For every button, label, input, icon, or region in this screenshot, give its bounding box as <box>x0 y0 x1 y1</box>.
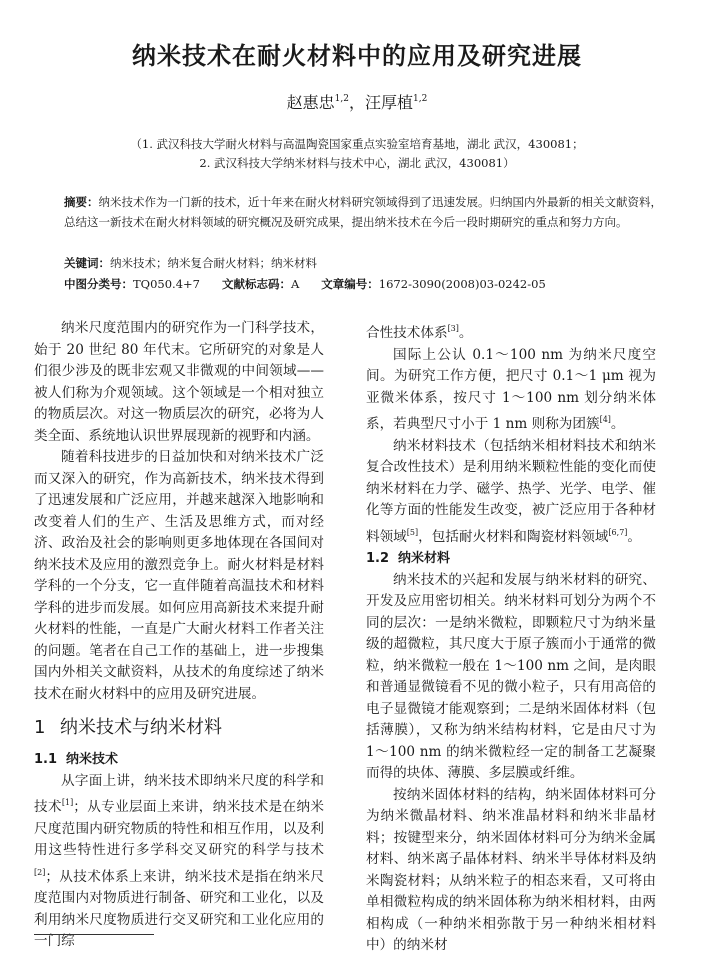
article-number-value: 1672-3090(2008)03-0242-05 <box>378 277 546 291</box>
paragraph-text: 。 <box>610 416 625 432</box>
clc-value: TQ050.4+7 <box>133 277 200 291</box>
body-paragraph <box>366 436 656 549</box>
section-title: 纳米技术与纳米材料 <box>60 717 222 738</box>
article-number-label: 文章编号： <box>321 277 379 291</box>
subsection-heading <box>366 548 656 570</box>
paragraph-text: 。 <box>458 325 473 341</box>
subsection-heading <box>34 749 324 771</box>
paragraph-text: ，包括耐火材料和陶瓷材料领域 <box>418 528 609 545</box>
abstract-label: 摘要： <box>64 195 99 209</box>
affiliation-line: （1. 武汉科技大学耐火材料与高温陶瓷国家重点实验室培育基地，湖北 武汉，430081； <box>130 137 584 151</box>
doc-code-value: A <box>290 277 300 291</box>
section-number: 1 <box>34 717 46 738</box>
abstract-text: 纳米技术作为一门新的技术，近十年来在耐火材料研究领域得到了迅速发展。归纳国内外最新的相关文献资料，总结这一新技术在耐火材料领域的研究概况及研究成果，提出纳米技术在今后一段时期研究的重点和努力方向。 <box>64 195 662 229</box>
subsection-title: 纳米材料 <box>398 551 451 566</box>
author-name: 赵惠忠 <box>286 93 335 112</box>
paper-title: 纳米技术在耐火材料中的应用及研究进展 <box>132 42 582 70</box>
abstract <box>64 192 664 232</box>
subsection-title: 纳米技术 <box>66 752 119 767</box>
left-column <box>34 318 324 953</box>
subsection-number: 1.1 <box>34 752 58 767</box>
body-paragraph: 随着科技进步的日益加快和对纳米技术广泛而又深入的研究，作为高新技术，纳米技术得到了迅速发展和广泛应用，并越来越深入地影响和改变着人们的生产、生活及思维方式，而对经济、政治及社会的影响则更多地体现在各国间对纳米技术及应用的激烈竞争上。耐火材料是材料学科的一个分支，它一直伴随着高温技术和材料学科的进步而发展。如何应用高新技术来提升耐火材料的性能，一直是广大耐火材料工作者关注的问题。笔者在自己工作的基础上，进一步搜集国内外相关文献资料，从技术的角度综述了纳米技术在耐火材料中的应用及研究进展。 <box>34 449 324 702</box>
footnote-rule <box>34 934 154 935</box>
paragraph-text: 纳米材料技术（包括纳米相材料技术和纳米复合改性技术）是利用纳米颗粒性能的变化而使纳米材料在力学、磁学、热学、光学、电学、催化等方面的性能发生改变，被广泛应用于各种材料领域 <box>366 437 656 545</box>
body-paragraph <box>366 318 656 345</box>
paragraph-text: ；从专业层面上来讲，纳米技术是在纳米尺度范围内研究物质的特性和相互作用，以及利用这些特性进行多学科交叉研究的科学与技术 <box>34 799 325 858</box>
classification-line <box>64 274 664 294</box>
clc-label: 中图分类号： <box>64 277 133 291</box>
body-paragraph: 纳米技术的兴起和发展与纳米材料的研究、开发及应用密切相关。纳米材料可划分为两个不同的层次：一是纳米微粒，即颗粒尺寸为纳米量级的超微粒，其尺度大于原子簇而小于通常的微粒，纳米微粒一般在 1～100 nm 之间，是肉眼和普通显微镜看不见的微小粒子，只有用高倍的电子显微镜才能观察到；二是纳米固体材料（包括薄膜），又称为纳米结构材料，它是由尺寸为 1～100 nm 的纳米微粒经一定的制备工艺凝聚而得的块体、薄膜、多层膜或纤维。 <box>366 571 656 781</box>
body-paragraph: 按纳米固体材料的结构，纳米固体材料可分为纳米微晶材料、纳米准晶材料和纳米非晶材料；按键型来分，纳米固体材料可分为纳米金属材料、纳米离子晶体材料、纳米半导体材料及纳米陶瓷材料；从纳米粒子的相态来看，又可将由单相微粒构成的纳米固体称为纳米相材料，由两相构成（一种纳米相弥散于另一种纳米相材料中）的纳米材 <box>366 786 656 953</box>
body-paragraph <box>366 345 656 436</box>
paragraph-text: ；从技术体系上来讲，纳米技术是指在纳米尺度范围内对物质进行制备、研究和工业化，以及利用纳米尺度物质进行交叉研究和工业化应用的一门综 <box>34 868 324 949</box>
paragraph-text: 从字面上讲，纳米技术即纳米尺度的科学和技术 <box>34 772 324 815</box>
paragraph-text: 国际上公认 0.1～100 nm 为纳米尺度空间。为研究工作方便，把尺寸 0.1～1 μm 视为亚微米体系，按尺寸 1～100 nm 划分纳米体系，若典型尺寸小于 1 nm 则称为团簇 <box>366 346 656 432</box>
section-heading <box>34 713 324 743</box>
body-paragraph <box>34 771 324 953</box>
paragraph-text: 。 <box>627 528 641 545</box>
citation-ref: [2] <box>34 867 46 877</box>
citation-ref: [6,7] <box>608 527 628 537</box>
citation-ref: [5] <box>406 527 419 537</box>
citation-ref: [4] <box>599 415 611 424</box>
author-affiliation-mark: 1,2 <box>413 94 428 104</box>
body-paragraph: 纳米尺度范围内的研究作为一门科学技术，始于 20 世纪 80 年代末。它所研究的对象是人们很少涉及的既非宏观又非微观的中间领域——被人们称为介观领域。这个领域是一个相对独立的物质层次。对这一物质层次的研究，必将为人类全面、系统地认识世界展现新的视野和内涵。 <box>34 320 324 444</box>
subsection-number: 1.2 <box>366 551 390 566</box>
citation-ref: [1] <box>61 798 74 807</box>
right-column <box>366 318 656 957</box>
affiliation-line: 2. 武汉科技大学纳米材料与技术中心，湖北 武汉，430081） <box>199 156 515 170</box>
author-separator: ， <box>348 93 365 112</box>
keywords-text: 纳米技术；纳米复合耐火材料；纳米材料 <box>110 256 317 270</box>
author-line <box>0 90 714 113</box>
author-affiliation-mark: 1,2 <box>334 94 349 104</box>
citation-ref: [3] <box>447 324 459 333</box>
doc-code-label: 文献标志码： <box>221 277 291 291</box>
keywords <box>64 253 664 273</box>
keywords-label: 关键词： <box>64 256 110 270</box>
paragraph-text: 合性技术体系 <box>366 325 448 341</box>
author-name: 汪厚植 <box>365 93 414 112</box>
